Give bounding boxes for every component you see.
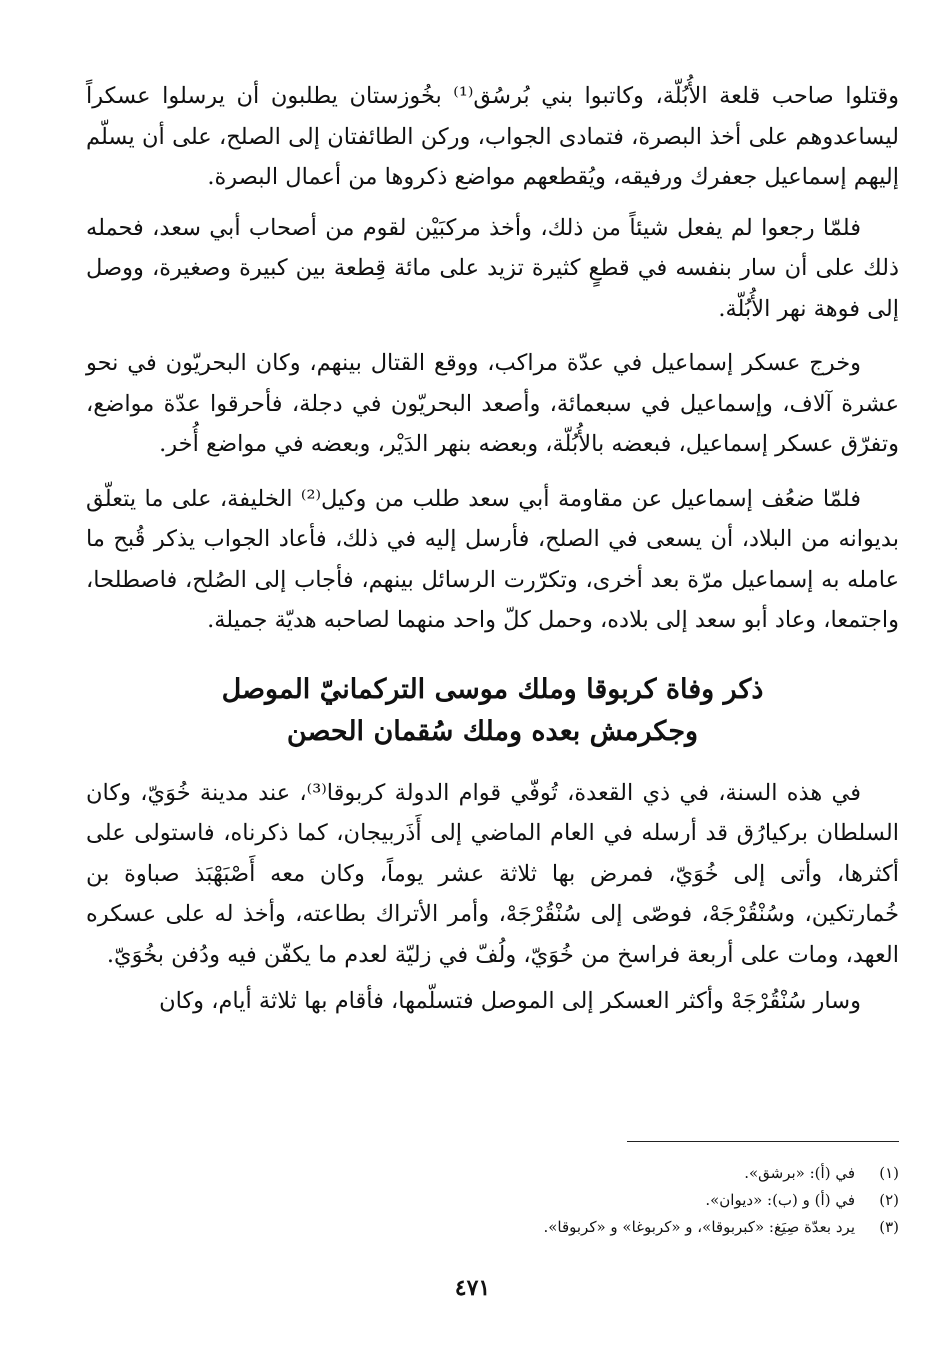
footnote-number: (١) [879,1164,899,1182]
footnote-text: في (أ): «برشق». [744,1164,855,1182]
paragraph: فلمّا رجعوا لم يفعل شيئاً من ذلك، وأخذ مركبَيْن لقوم من أصحاب أبي سعد، فحمله ذلك على أن سار بنفسه في قطعٍ كثيرة تزيد على مائة قِطعة بين كبيرة وصغيرة، ووصل إلى فوهة نهر الأُبُلّة. [86,214,899,322]
paragraph: وسار سُنْقُرْجَهْ وأكثر العسكر إلى الموصل فتسلّمها، فأقام بها ثلاثة أيام، وكان [159,988,861,1014]
section-heading-line: ذكر وفاة كربوقا وملك موسى التركمانيّ الموصل [221,673,764,705]
paragraph: وقتلوا صاحب قلعة الأُبُلّة، وكاتبوا بني بُرسُق⁽¹⁾ بخُوزستان يطلبون أن يرسلوا عسكراً ليساعدوهم على أخذ البصرة، فتمادى الجواب، وركن الطائفتان إلى الصلح، على أن يسلّم إليهم إسماعيل جعفرك ورفيقه، ويُقطعهم مواضع ذكروها من أعمال البصرة. [86,83,899,190]
paragraph: وخرج عسكر إسماعيل في عدّة مراكب، ووقع القتال بينهم، وكان البحريّون في نحو عشرة آلاف، وإسماعيل في سبعمائة، وأصعد البحريّون في دجلة، فأحرقوا عدّة مواضع، وتفرّق عسكر إسماعيل، فبعضه بالأُبُلّة، وبعضه بنهر الدَيْر، وبعضه في مواضع أُخر. [86,350,899,457]
footnote-separator [627,1141,899,1142]
section-heading-line: وجكرمش بعده وملك سُقمان الحصن [286,715,699,747]
footnote-number: (٣) [879,1218,899,1236]
footnote [86,1187,899,1214]
paragraph: فلمّا ضعُف إسماعيل عن مقاومة أبي سعد طلب من وكيل⁽²⁾ الخليفة، على ما يتعلّق بديوانه من البلاد، أن يسعى في الصلح، فأرسل إليه في ذلك، فأعاد الجواب يذكر قُبح ما عامله به إسماعيل مرّة بعد أخرى، وتكرّرت الرسائل بينهم، فأجاب إلى الصُلح، فاصطلحا، واجتمعا، وعاد أبو سعد إلى بلاده، وحمل كلّ واحد منهما لصاحبه هديّة جميلة. [86,485,899,633]
page-number: ٤٧١ [454,1275,491,1301]
footnote-number: (٢) [879,1191,899,1209]
footnote-text: في (أ) و (ب): «ديوان». [705,1191,855,1209]
footnotes [86,1160,899,1241]
footnote [86,1160,899,1187]
section-heading [86,669,899,753]
footnote-text: يرد بعدّة صِيَغ: «كبربوقا»، و «كربوغا» و «كربوقا». [543,1218,855,1236]
paragraph: في هذه السنة، في ذي القعدة، تُوفّي قوام الدولة كربوقا⁽³⁾، عند مدينة خُوَيّ، وكان السلطان بركيارُق قد أرسله في العام الماضي إلى أَذَربيجان، كما ذكرناه، فاستولى على أكثرها، وأتى إلى خُوَيّ، فمرض بها ثلاثة عشر يوماً، وكان معه أَصْبَهْبَذ صباوة بن خُمارتكين، وسُنْقُرْجَهْ، فوصّى إلى سُنْقُرْجَهْ، وأمر الأتراك بطاعته، وأخذ له على عسكره العهد، ومات على أربعة فراسخ من خُوَيّ، ولُفّ في زليّة لعدم ما يكفّن فيه ودُفن بخُوَيّ. [86,779,899,968]
footnote [86,1214,899,1241]
